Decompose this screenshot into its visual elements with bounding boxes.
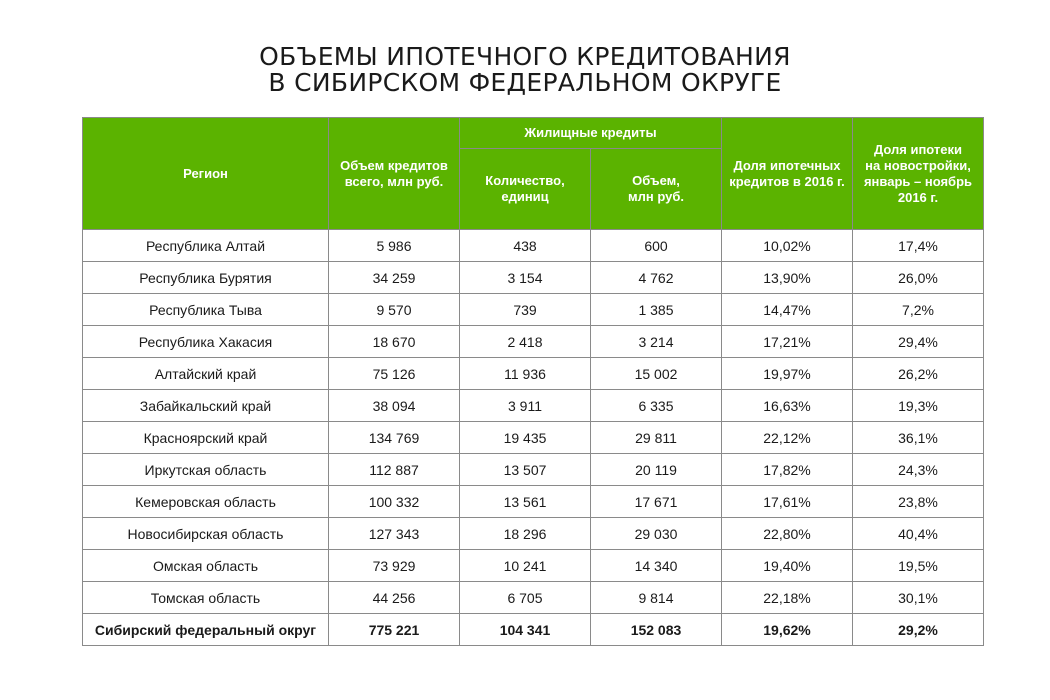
table-row [83,422,984,454]
header-housing-count: Количество, единиц [460,149,591,230]
cell-housing-count: 6 705 [460,582,591,614]
cell-housing-volume: 152 083 [591,614,722,646]
cell-total-volume: 5 986 [329,230,460,262]
cell-total-volume: 112 887 [329,454,460,486]
cell-housing-count: 3 154 [460,262,591,294]
mortgage-table [82,117,984,646]
cell-housing-volume: 600 [591,230,722,262]
cell-newbuild-share: 29,2% [853,614,984,646]
header-mortgage-share: Доля ипотечных кредитов в 2016 г. [722,118,853,230]
cell-housing-volume: 1 385 [591,294,722,326]
header-housing-volume: Объем, млн руб. [591,149,722,230]
cell-housing-volume: 15 002 [591,358,722,390]
table-row [83,550,984,582]
cell-region: Забайкальский край [83,390,329,422]
cell-mortgage-share: 19,97% [722,358,853,390]
cell-region: Кемеровская область [83,486,329,518]
cell-region: Красноярский край [83,422,329,454]
cell-total-volume: 38 094 [329,390,460,422]
cell-region: Республика Бурятия [83,262,329,294]
cell-newbuild-share: 29,4% [853,326,984,358]
cell-newbuild-share: 30,1% [853,582,984,614]
cell-region: Республика Тыва [83,294,329,326]
cell-region: Омская область [83,550,329,582]
cell-housing-volume: 20 119 [591,454,722,486]
title-line-2: В СИБИРСКОМ ФЕДЕРАЛЬНОМ ОКРУГЕ [268,68,782,97]
cell-housing-volume: 3 214 [591,326,722,358]
cell-housing-count: 11 936 [460,358,591,390]
cell-housing-count: 739 [460,294,591,326]
header-housing-group: Жилищные кредиты [460,118,722,149]
cell-housing-volume: 29 030 [591,518,722,550]
cell-total-volume: 100 332 [329,486,460,518]
table-body [83,230,984,646]
table-header [83,118,984,230]
table-total-row [83,614,984,646]
cell-total-volume: 134 769 [329,422,460,454]
cell-total-volume: 73 929 [329,550,460,582]
cell-housing-volume: 29 811 [591,422,722,454]
cell-housing-volume: 14 340 [591,550,722,582]
cell-total-volume: 9 570 [329,294,460,326]
cell-housing-volume: 6 335 [591,390,722,422]
title-line-1: ОБЪЕМЫ ИПОТЕЧНОГО КРЕДИТОВАНИЯ [259,42,791,71]
table-row [83,230,984,262]
cell-housing-count: 438 [460,230,591,262]
cell-mortgage-share: 14,47% [722,294,853,326]
cell-newbuild-share: 23,8% [853,486,984,518]
table-row [83,486,984,518]
cell-housing-count: 10 241 [460,550,591,582]
header-total-volume: Объем кредитов всего, млн руб. [329,118,460,230]
cell-newbuild-share: 7,2% [853,294,984,326]
cell-housing-count: 18 296 [460,518,591,550]
cell-newbuild-share: 26,0% [853,262,984,294]
cell-newbuild-share: 26,2% [853,358,984,390]
cell-total-volume: 127 343 [329,518,460,550]
cell-region: Алтайский край [83,358,329,390]
cell-region: Иркутская область [83,454,329,486]
cell-region: Сибирский федеральный округ [83,614,329,646]
cell-mortgage-share: 16,63% [722,390,853,422]
cell-region: Республика Алтай [83,230,329,262]
table-row [83,262,984,294]
cell-housing-volume: 17 671 [591,486,722,518]
cell-mortgage-share: 10,02% [722,230,853,262]
table-row [83,582,984,614]
header-region: Регион [83,118,329,230]
cell-newbuild-share: 40,4% [853,518,984,550]
page-title [0,44,1050,96]
cell-housing-count: 3 911 [460,390,591,422]
cell-housing-count: 13 561 [460,486,591,518]
cell-housing-count: 2 418 [460,326,591,358]
table-row [83,326,984,358]
cell-mortgage-share: 17,61% [722,486,853,518]
cell-total-volume: 34 259 [329,262,460,294]
table-row [83,294,984,326]
cell-mortgage-share: 22,12% [722,422,853,454]
table-row [83,518,984,550]
cell-region: Новосибирская область [83,518,329,550]
table-row [83,390,984,422]
cell-newbuild-share: 19,5% [853,550,984,582]
cell-total-volume: 18 670 [329,326,460,358]
cell-housing-count: 104 341 [460,614,591,646]
cell-newbuild-share: 17,4% [853,230,984,262]
table-row [83,454,984,486]
cell-mortgage-share: 17,21% [722,326,853,358]
cell-housing-volume: 4 762 [591,262,722,294]
cell-mortgage-share: 13,90% [722,262,853,294]
cell-total-volume: 75 126 [329,358,460,390]
cell-total-volume: 775 221 [329,614,460,646]
cell-newbuild-share: 36,1% [853,422,984,454]
cell-newbuild-share: 24,3% [853,454,984,486]
cell-region: Республика Хакасия [83,326,329,358]
cell-housing-volume: 9 814 [591,582,722,614]
header-newbuild-share: Доля ипотеки на новостройки, январь – ноябрь 2016 г. [853,118,984,230]
cell-mortgage-share: 19,62% [722,614,853,646]
cell-total-volume: 44 256 [329,582,460,614]
cell-mortgage-share: 22,18% [722,582,853,614]
cell-housing-count: 19 435 [460,422,591,454]
cell-mortgage-share: 22,80% [722,518,853,550]
table-row [83,358,984,390]
cell-mortgage-share: 19,40% [722,550,853,582]
cell-newbuild-share: 19,3% [853,390,984,422]
cell-region: Томская область [83,582,329,614]
cell-mortgage-share: 17,82% [722,454,853,486]
cell-housing-count: 13 507 [460,454,591,486]
